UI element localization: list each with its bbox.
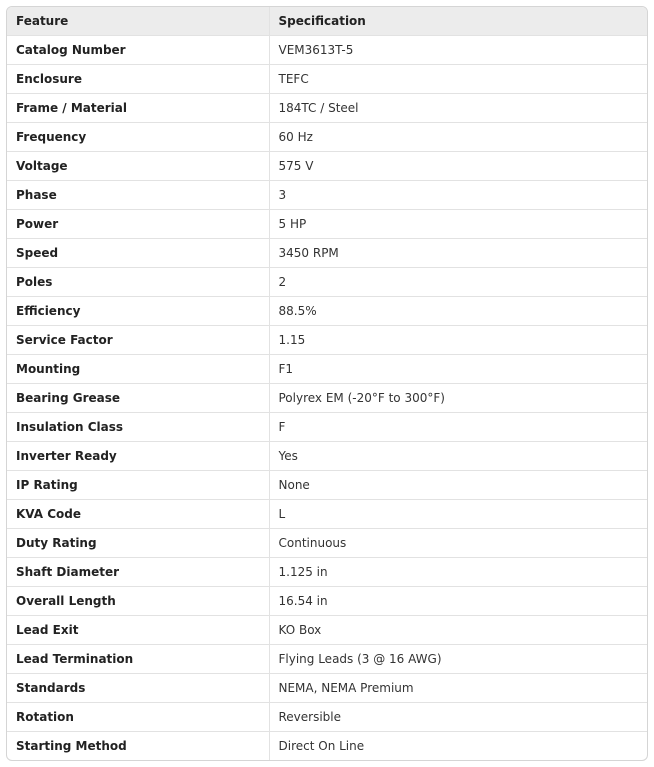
- specification-cell: KO Box: [269, 616, 647, 645]
- feature-cell: Frequency: [7, 123, 269, 152]
- feature-cell: Bearing Grease: [7, 384, 269, 413]
- table-row: [7, 210, 647, 239]
- header-feature: Feature: [7, 7, 269, 36]
- feature-cell: Enclosure: [7, 65, 269, 94]
- specification-cell: None: [269, 471, 647, 500]
- table-row: [7, 326, 647, 355]
- specification-cell: 3450 RPM: [269, 239, 647, 268]
- specification-cell: VEM3613T-5: [269, 36, 647, 65]
- table-body: [7, 36, 647, 761]
- header-specification: Specification: [269, 7, 647, 36]
- feature-cell: Insulation Class: [7, 413, 269, 442]
- specification-cell: Flying Leads (3 @ 16 AWG): [269, 645, 647, 674]
- table-row: [7, 703, 647, 732]
- header-row: [7, 7, 647, 36]
- spec-table: [7, 7, 647, 760]
- feature-cell: Overall Length: [7, 587, 269, 616]
- feature-cell: Service Factor: [7, 326, 269, 355]
- specification-cell: L: [269, 500, 647, 529]
- table-row: [7, 500, 647, 529]
- table-row: [7, 413, 647, 442]
- feature-cell: Speed: [7, 239, 269, 268]
- specification-cell: 2: [269, 268, 647, 297]
- table-row: [7, 442, 647, 471]
- feature-cell: Rotation: [7, 703, 269, 732]
- specification-cell: F: [269, 413, 647, 442]
- table-header: [7, 7, 647, 36]
- feature-cell: Power: [7, 210, 269, 239]
- table-row: [7, 65, 647, 94]
- table-row: [7, 558, 647, 587]
- table-row: [7, 587, 647, 616]
- table-row: [7, 732, 647, 761]
- specification-cell: 3: [269, 181, 647, 210]
- table-row: [7, 239, 647, 268]
- table-row: [7, 616, 647, 645]
- feature-cell: Efficiency: [7, 297, 269, 326]
- feature-cell: KVA Code: [7, 500, 269, 529]
- table-row: [7, 355, 647, 384]
- specification-cell: 575 V: [269, 152, 647, 181]
- specification-cell: Yes: [269, 442, 647, 471]
- feature-cell: Lead Exit: [7, 616, 269, 645]
- feature-cell: Inverter Ready: [7, 442, 269, 471]
- specification-cell: NEMA, NEMA Premium: [269, 674, 647, 703]
- feature-cell: Poles: [7, 268, 269, 297]
- specification-cell: 5 HP: [269, 210, 647, 239]
- feature-cell: Lead Termination: [7, 645, 269, 674]
- feature-cell: Duty Rating: [7, 529, 269, 558]
- table-row: [7, 36, 647, 65]
- table-row: [7, 152, 647, 181]
- specification-cell: 1.15: [269, 326, 647, 355]
- feature-cell: Mounting: [7, 355, 269, 384]
- feature-cell: IP Rating: [7, 471, 269, 500]
- specification-cell: F1: [269, 355, 647, 384]
- specification-cell: Reversible: [269, 703, 647, 732]
- table-row: [7, 297, 647, 326]
- specification-cell: 1.125 in: [269, 558, 647, 587]
- spec-table-container: [6, 6, 648, 761]
- table-row: [7, 123, 647, 152]
- table-row: [7, 529, 647, 558]
- feature-cell: Frame / Material: [7, 94, 269, 123]
- specification-cell: Polyrex EM (-20°F to 300°F): [269, 384, 647, 413]
- specification-cell: 184TC / Steel: [269, 94, 647, 123]
- specification-cell: TEFC: [269, 65, 647, 94]
- table-row: [7, 384, 647, 413]
- specification-cell: 16.54 in: [269, 587, 647, 616]
- feature-cell: Voltage: [7, 152, 269, 181]
- table-row: [7, 94, 647, 123]
- table-row: [7, 181, 647, 210]
- table-row: [7, 471, 647, 500]
- specification-cell: 60 Hz: [269, 123, 647, 152]
- specification-cell: 88.5%: [269, 297, 647, 326]
- feature-cell: Catalog Number: [7, 36, 269, 65]
- feature-cell: Shaft Diameter: [7, 558, 269, 587]
- feature-cell: Starting Method: [7, 732, 269, 761]
- table-row: [7, 268, 647, 297]
- table-row: [7, 674, 647, 703]
- specification-cell: Direct On Line: [278, 739, 365, 753]
- table-row: [7, 645, 647, 674]
- feature-cell: Phase: [7, 181, 269, 210]
- specification-cell: Continuous: [269, 529, 647, 558]
- feature-cell: Standards: [7, 674, 269, 703]
